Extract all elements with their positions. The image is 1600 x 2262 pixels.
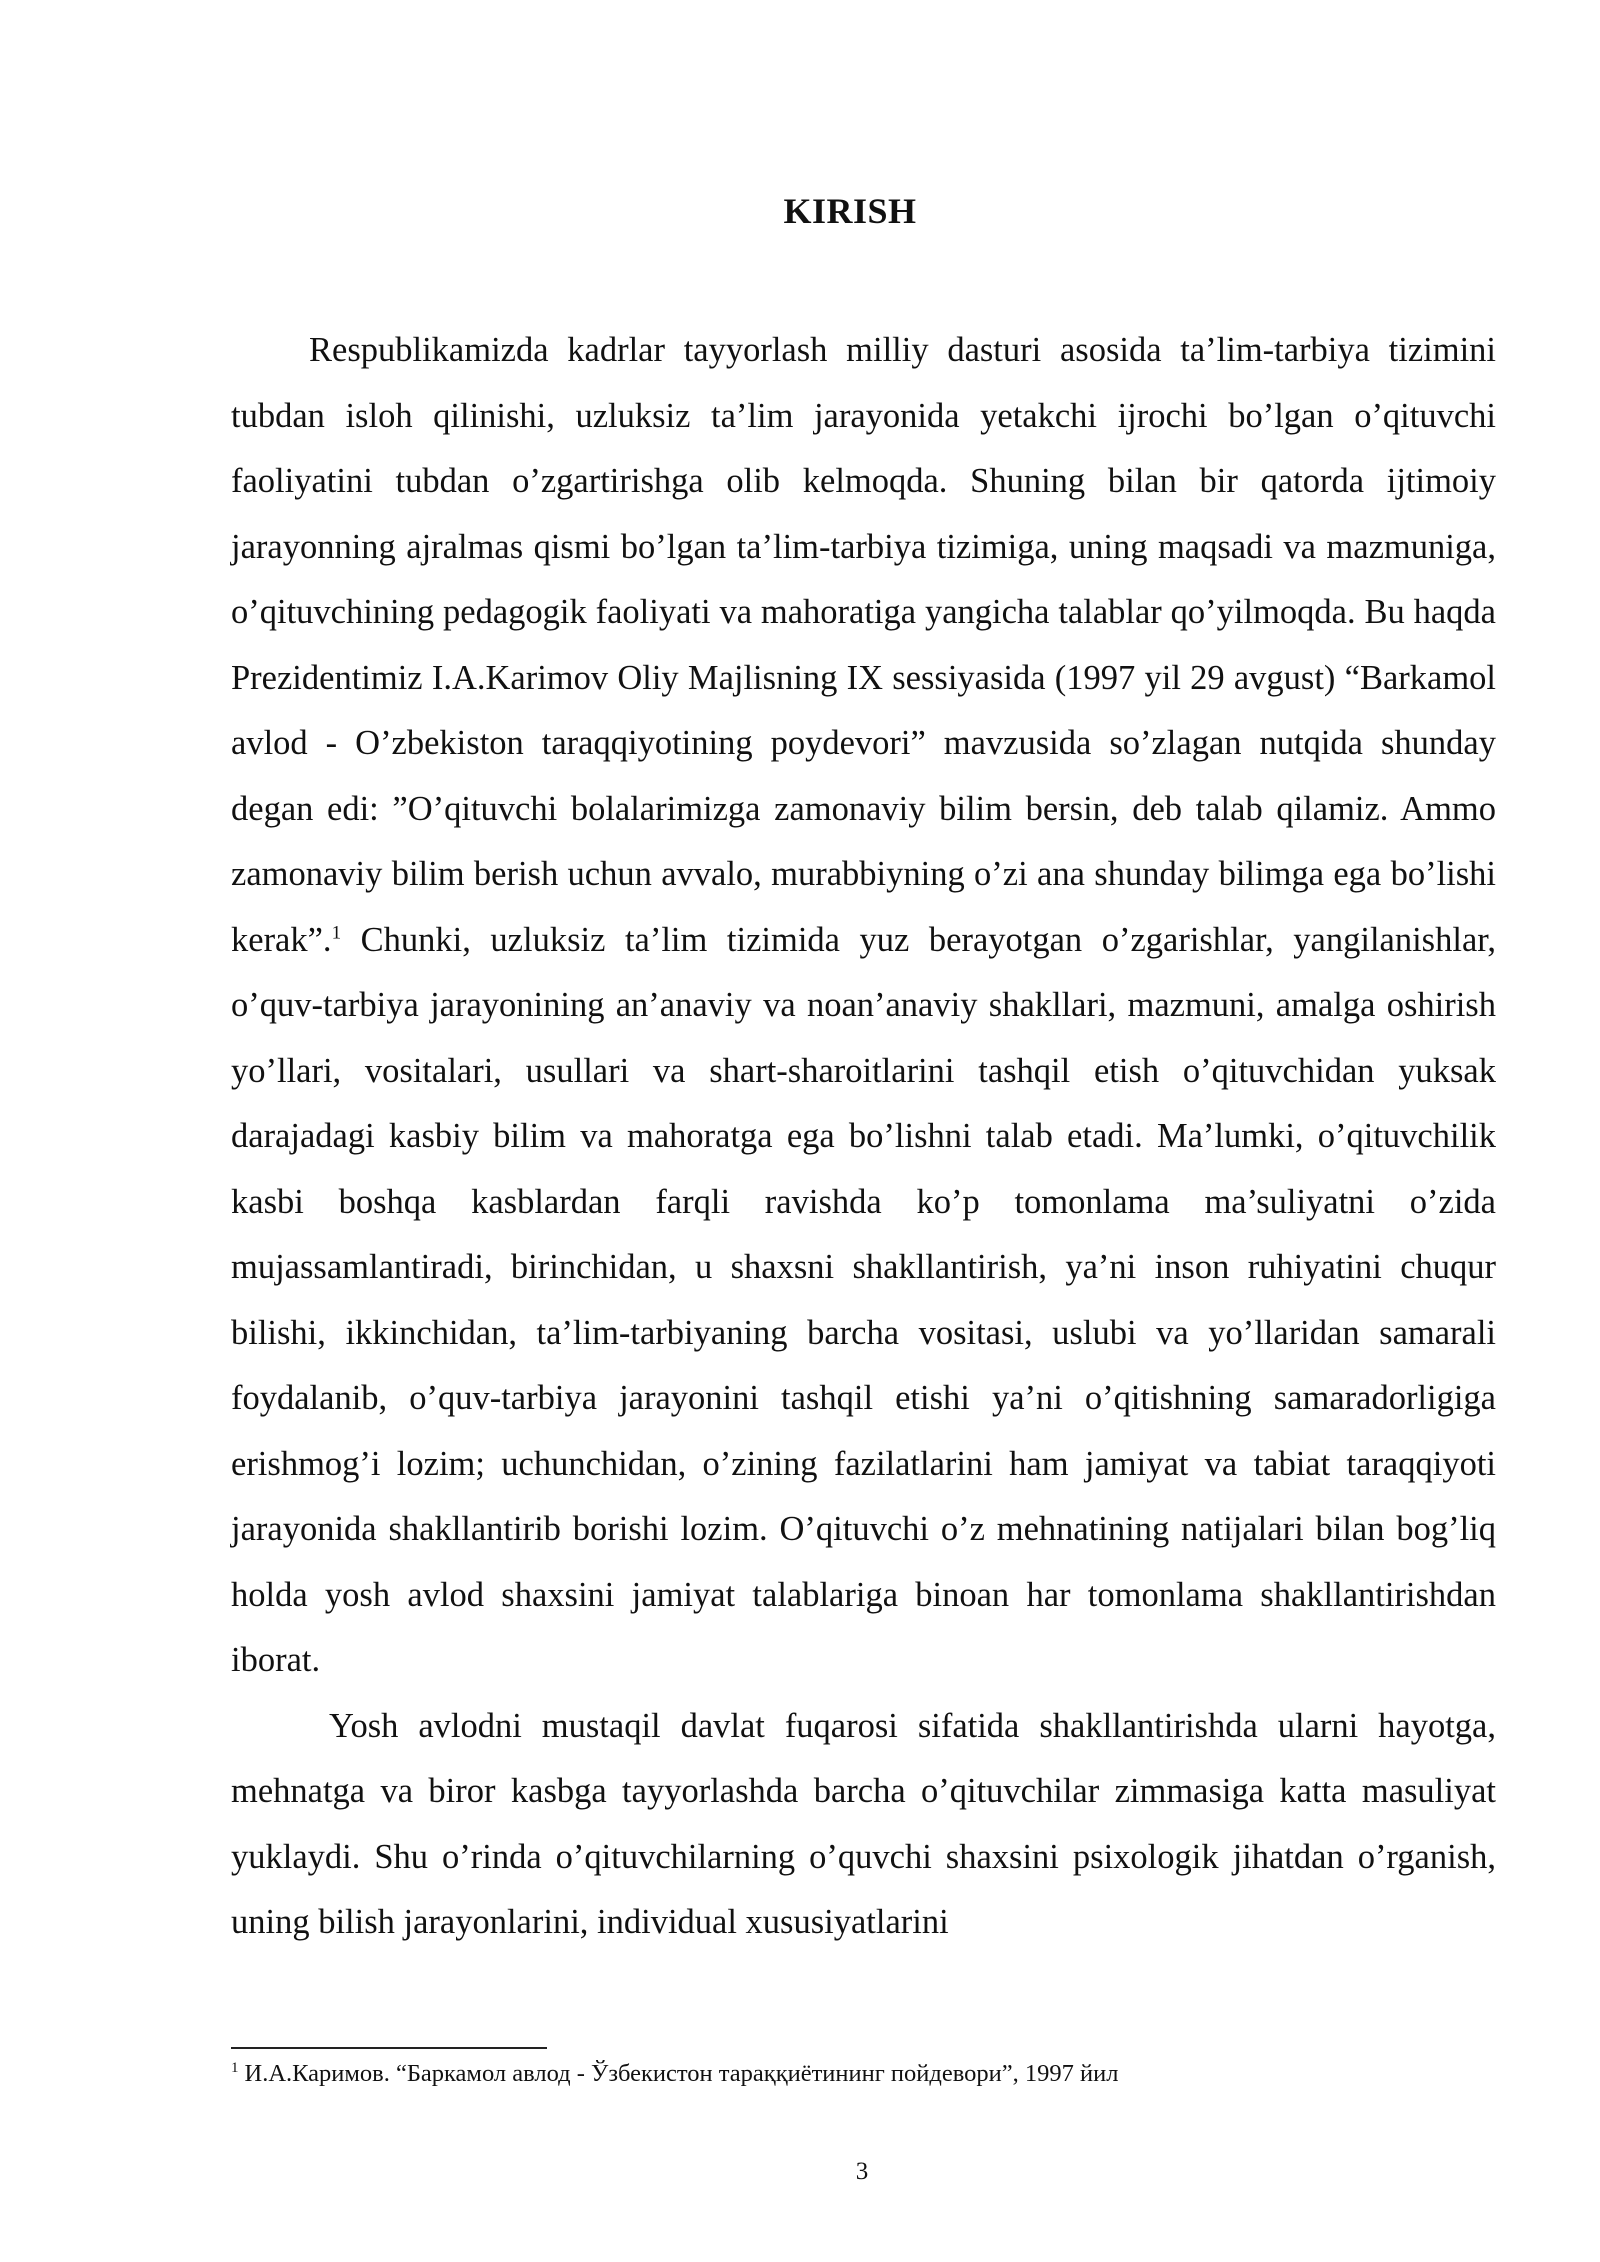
paragraph-1-text-before-footnote: Respublikamizda kadrlar tayyorlash milliy dasturi asosida ta’lim-tarbiya tizimini tubdan isloh qilinishi, uzluksiz ta’lim jarayonida yetakchi ijrochi bo’lgan o’qituvchi faoliyatini tubdan o’zgartirishga olib kelmoqda. Shuning bilan bir qatorda ijtimoiy jarayonning ajralmas qismi bo’lgan ta’lim-tarbiya tizimiga, uning maqsadi va mazmuniga, o’qituvchining pedagogik faoliyati va mahoratiga yangicha talablar qo’yilmoqda. Bu haqda Prezidentimiz I.A.Karimov Oliy Majlisning IX sessiyasida (1997 yil 29 avgust) “Barkamol avlod - O’zbekiston taraqqiyotining poydevori” mavzusida so’zlagan nutqida shunday degan edi: ”O’qituvchi bolalarimizga zamonaviy bilim bersin, deb talab qilamiz. Ammo zamonaviy bilim berish uchun avvalo, murabbiyning o’zi ana shunday bilimga ega bo’lishi kerak”. xyxy=(231,331,1496,959)
footnote-number: 1 xyxy=(231,2059,239,2076)
page-number: 3 xyxy=(855,2158,869,2185)
footnote-divider xyxy=(231,2047,547,2049)
paragraph-1 xyxy=(231,318,1496,1694)
section-title: KIRISH xyxy=(783,191,917,231)
footnote xyxy=(231,2058,1118,2090)
paragraph-2: Yosh avlodni mustaqil davlat fuqarosi sifatida shakllantirishda ularni hayotga, mehnatga va biror kasbga tayyorlashda barcha o’qituvchilar zimmasiga katta masuliyat yuklaydi. Shu o’rinda o’qituvchilarning o’quvchi shaxsini psixologik jihatdan o’rganish, uning bilish jarayonlarini, individual xususiyatlarini xyxy=(231,1706,1496,1941)
body-text xyxy=(231,318,1496,1956)
footnote-text: И.А.Каримов. “Баркамол авлод - Ўзбекистон тараққиётининг пойдевори”, 1997 йил xyxy=(244,2060,1119,2087)
paragraph-1-text-after-footnote: Chunki, uzluksiz ta’lim tizimida yuz berayotgan o’zgarishlar, yangilanishlar, o’quv-tarbiya jarayonining an’anaviy va noan’anaviy shakllari, mazmuni, amalga oshirish yo’llari, vositalari, usullari va shart-sharoitlarini tashqil etish o’qituvchidan yuksak darajadagi kasbiy bilim va mahoratga ega bo’lishni talab etadi. Ma’lumki, o’qituvchilik kasbi boshqa kasblardan farqli ravishda ko’p tomonlama ma’suliyatni o’zida mujassamlantiradi, birinchidan, u shaxsni shakllantirish, ya’ni inson ruhiyatini chuqur bilishi, ikkinchidan, ta’lim-tarbiyaning barcha vositasi, uslubi va yo’llaridan samarali foydalanib, o’quv-tarbiya jarayonini tashqil etishi ya’ni o’qitishning samaradorligiga erishmog’i lozim; uchunchidan, o’zining fazilatlarini ham jamiyat va tabiat taraqqiyoti jarayonida shakllantirib borishi lozim. O’qituvchi o’z mehnatining natijalari bilan bog’liq holda yosh avlod shaxsini jamiyat talablariga binoan har tomonlama shakllantirishdan iborat. xyxy=(231,920,1496,1679)
footnote-reference[interactable]: 1 xyxy=(331,922,342,943)
